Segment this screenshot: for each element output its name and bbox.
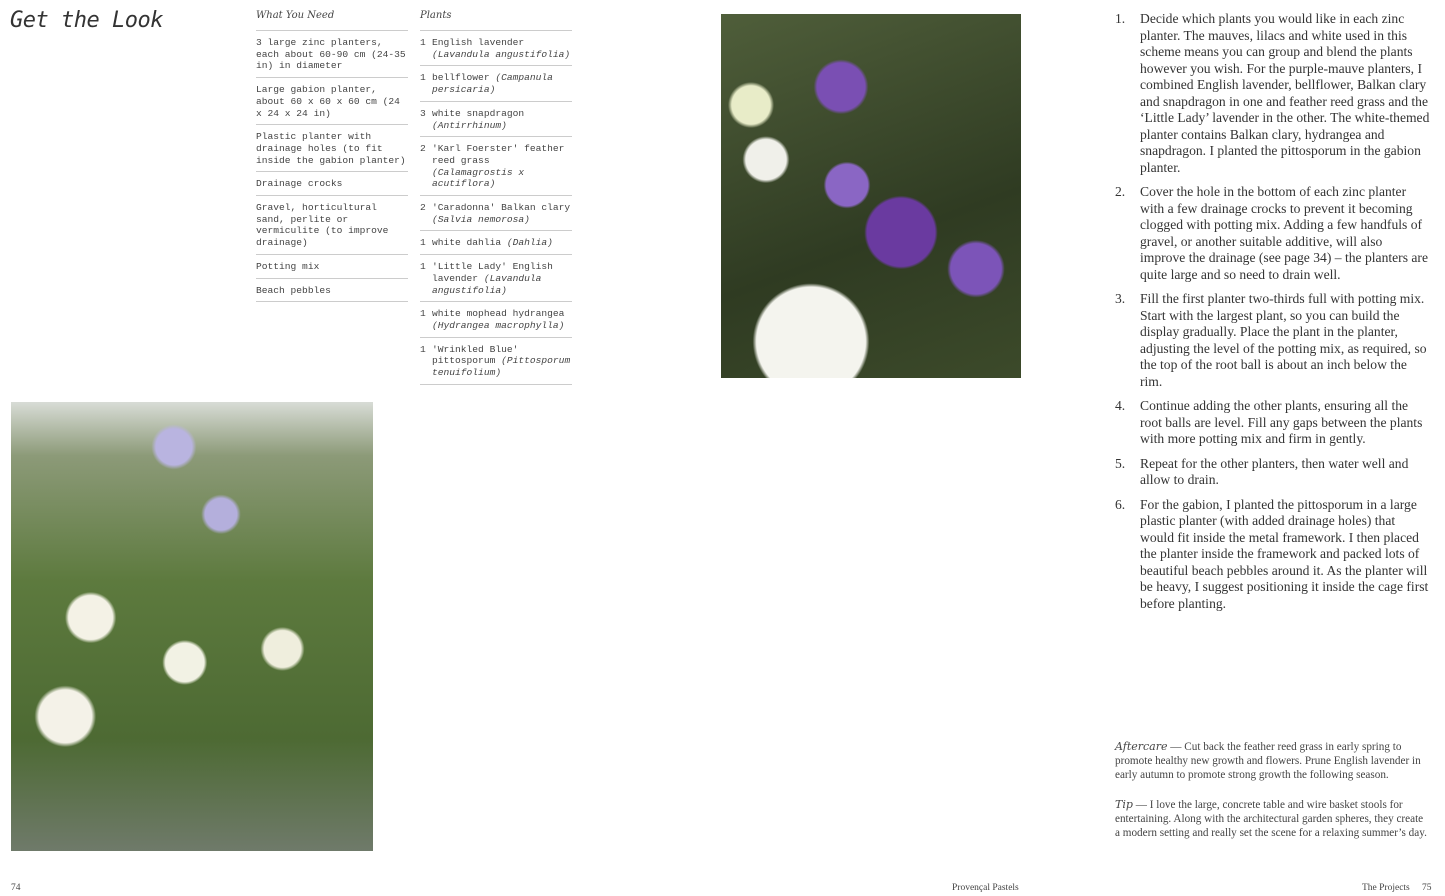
step-item (1115, 291, 1430, 390)
page-number-right: 75 (1422, 883, 1432, 893)
step-number: 3. (1115, 291, 1126, 306)
instruction-steps (1115, 11, 1430, 620)
plant-qty: 1 (420, 72, 426, 84)
step-number: 4. (1115, 398, 1126, 413)
aftercare-text: — Cut back the feather reed grass in early spring to promote healthy new growth and flowers. Prune English lavender in early autumn to promote strong growth the following season. (1115, 741, 1421, 781)
plant-latin: (Lavandula angustifolia) (432, 272, 542, 296)
plant-latin: (Campanula persicaria) (432, 72, 553, 96)
need-item: 3 large zinc planters, each about 60-90 cm (24-35 in) in diameter (256, 31, 408, 78)
plant-item (420, 31, 572, 66)
photo-purple-daisies-snapdragons (721, 14, 1021, 378)
plant-name: white mophead hydrangea (432, 308, 565, 320)
need-item: Gravel, horticultural sand, perlite or vermiculite (to improve drainage) (256, 196, 408, 255)
page-title: Get the Look (10, 8, 163, 33)
plant-name: 'Little Lady' English lavender (432, 261, 553, 284)
plant-item (420, 231, 572, 255)
plant-latin: (Calamagrostis x acutiflora) (432, 166, 525, 190)
plant-qty: 3 (420, 107, 426, 119)
need-item: Beach pebbles (256, 279, 408, 303)
step-item (1115, 497, 1430, 613)
notes (1115, 740, 1430, 856)
plant-qty: 2 (420, 143, 426, 155)
plants-heading: Plants (420, 10, 572, 31)
step-text: Repeat for the other planters, then water well and allow to drain. (1140, 455, 1409, 487)
plant-name: white snapdragon (432, 107, 525, 119)
plant-desc (432, 37, 572, 60)
plant-latin: (Lavandula angustifolia) (432, 48, 571, 60)
step-number: 2. (1115, 184, 1126, 199)
step-item (1115, 184, 1430, 283)
plant-item (420, 196, 572, 231)
tip-note (1115, 798, 1430, 840)
plant-desc (432, 344, 572, 379)
plants-list (420, 10, 572, 385)
step-text: Fill the first planter two-thirds full with potting mix. Start with the largest plant, so you can build the display gradually. Place the plant in the planter, adjusting the level of the potting mix, as required, so the top of the root ball is about an inch below the rim. (1140, 291, 1427, 389)
plant-name: English lavender (432, 37, 525, 48)
step-text: Cover the hole in the bottom of each zinc planter with a few drainage crocks to prevent it becoming clogged with potting mix. Adding a few handfuls of gravel, or another suitable additive, will also improve the drainage (see page 34) – the planters are quite large and so need to drain well. (1140, 184, 1428, 282)
what-you-need-heading: What You Need (256, 10, 408, 31)
plant-latin: (Salvia nemorosa) (432, 213, 530, 225)
plant-name: 'Karl Foerster' feather reed grass (432, 143, 565, 166)
step-text: For the gabion, I planted the pittosporum in a large plastic planter (with added drainage holes) that would fit inside the metal framework. I then placed the planter inside the framework and packed lots of beautiful beach pebbles around it. As the planter will be heavy, I suggest positioning it inside the cage first before planting. (1140, 496, 1429, 611)
need-item: Plastic planter with drainage holes (to fit inside the gabion planter) (256, 125, 408, 172)
step-text: Continue adding the other plants, ensuring all the root balls are level. Fill any gaps between the plants with more potting mix and firm in gently. (1140, 398, 1423, 446)
aftercare-label: Aftercare (1115, 740, 1168, 753)
plant-desc (432, 108, 572, 131)
what-you-need-list (256, 10, 408, 302)
need-item: Potting mix (256, 255, 408, 279)
plant-desc (432, 308, 572, 331)
step-item (1115, 398, 1430, 448)
plant-qty: 1 (420, 237, 426, 249)
plant-name: 'Caradonna' Balkan clary (432, 202, 571, 214)
plant-desc (432, 261, 572, 296)
running-footer-chapter: Provençal Pastels (952, 883, 1019, 893)
plant-qty: 1 (420, 343, 426, 355)
plant-name: white dahlia (432, 237, 502, 249)
photo-planter-lavender-bellflower (11, 402, 373, 851)
plant-latin: (Dahlia) (506, 237, 553, 249)
plant-item (420, 302, 572, 337)
tip-text: — I love the large, concrete table and wire basket stools for entertaining. Along with the architectural garden spheres, they create a modern setting and really set the scene for a relaxing summer’s day. (1115, 799, 1427, 839)
step-item (1115, 456, 1430, 489)
plant-qty: 1 (420, 308, 426, 320)
plant-desc (432, 143, 572, 190)
plant-item (420, 66, 572, 101)
plant-name: bellflower (432, 72, 490, 84)
page-number-left: 74 (11, 883, 21, 893)
plant-item (420, 137, 572, 196)
plant-qty: 2 (420, 202, 426, 214)
plant-desc (432, 237, 553, 249)
plant-qty: 1 (420, 261, 426, 273)
need-item: Large gabion planter, about 60 x 60 x 60 cm (24 x 24 x 24 in) (256, 78, 408, 125)
plant-latin: (Hydrangea macrophylla) (432, 319, 565, 331)
plant-item (420, 102, 572, 137)
step-number: 6. (1115, 496, 1126, 512)
plant-latin: (Pittosporum tenuifolium) (432, 355, 571, 379)
step-number: 1. (1115, 11, 1126, 26)
plant-desc (432, 202, 572, 225)
step-item (1115, 11, 1430, 176)
plant-item (420, 338, 572, 385)
step-number: 5. (1115, 455, 1126, 471)
aftercare-note (1115, 740, 1430, 782)
plant-name: 'Wrinkled Blue' pittosporum (432, 343, 519, 367)
step-text: Decide which plants you would like in each zinc planter. The mauves, lilacs and white used in this scheme means you can group and blend the plants however you wish. For the purple-mauve planters, I combined English lavender, bellflower, Balkan clary and snapdragon in one and feather reed grass and the ‘Little Lady’ lavender in the other. The white-themed planter contains Balkan clary, hydrangea and snapdragon. I planted the pittosporum in the gabion planter. (1140, 11, 1430, 175)
plant-latin: (Antirrhinum) (432, 119, 507, 131)
tip-label: Tip (1115, 798, 1133, 811)
need-item: Drainage crocks (256, 172, 408, 196)
plant-desc (432, 72, 572, 95)
plant-qty: 1 (420, 37, 426, 48)
running-footer-section: The Projects (1362, 883, 1410, 893)
plant-item (420, 255, 572, 302)
